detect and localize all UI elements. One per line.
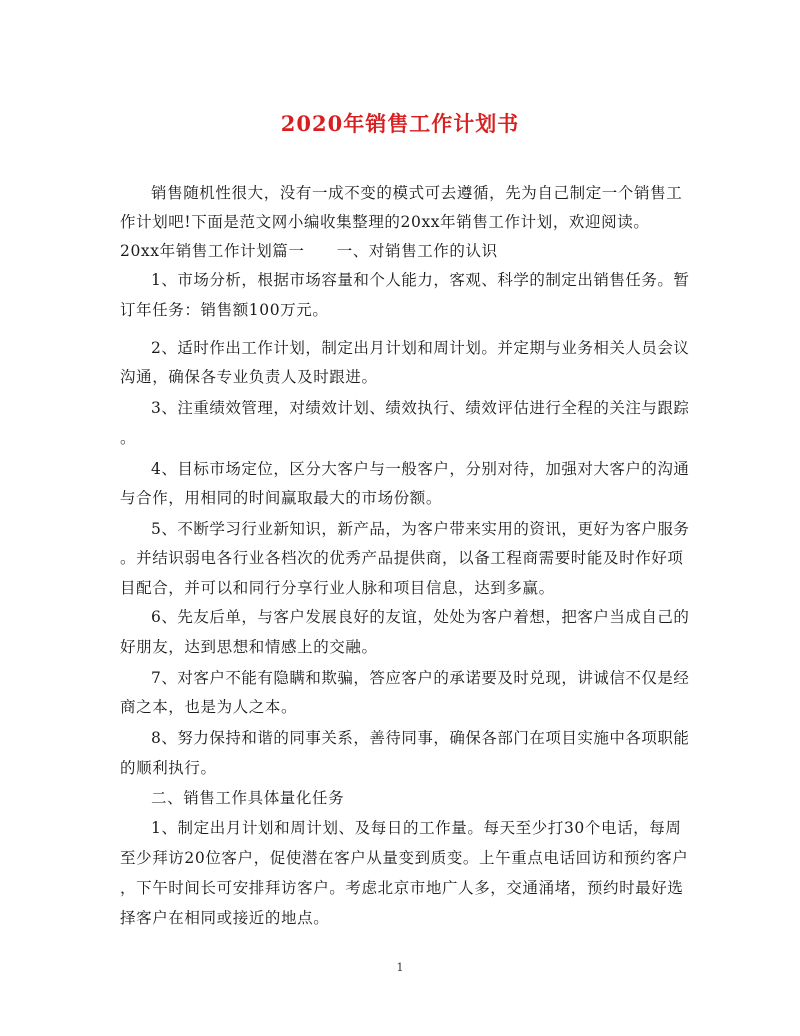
page-number: 1 xyxy=(396,961,404,974)
paragraph-line: 与合作，用相同的时间赢取最大的市场份额。 xyxy=(120,489,443,507)
paragraph-line: 1、市场分析，根据市场容量和个人能力，客观、科学的制定出销售任务。暂 xyxy=(151,271,690,289)
paragraph-line: 8、努力保持和谐的同事关系，善待同事，确保各部门在项目实施中各项职能 xyxy=(151,729,690,747)
paragraph-line: 至少拜访20位客户，促使潜在客户从量变到质变。上午重点电话回访和预约客户 xyxy=(120,849,689,867)
paragraph-line: 6、先友后单，与客户发展良好的友谊，处处为客户着想，把客户当成自己的 xyxy=(151,608,690,626)
paragraph-line: 好朋友，达到思想和情感上的交融。 xyxy=(120,638,378,656)
paragraph-line: 沟通，确保各专业负责人及时跟进。 xyxy=(120,368,378,386)
paragraph-line: 目配合，并可以和同行分享行业人脉和项目信息，达到多赢。 xyxy=(120,579,555,597)
paragraph-line: 订年任务：销售额100万元。 xyxy=(120,301,329,319)
paragraph-line: 。并结识弱电各行业各档次的优秀产品提供商，以备工程商需要时能及时作好项 xyxy=(120,549,684,567)
section-heading-line: 20xx年销售工作计划篇一 一、对销售工作的认识 xyxy=(120,242,498,260)
paragraph-line: 7、对客户不能有隐瞒和欺骗，答应客户的承诺要及时兑现，讲诚信不仅是经 xyxy=(151,669,690,687)
paragraph-line: 择客户在相同或接近的地点。 xyxy=(120,909,330,927)
paragraph-line: 5、不断学习行业新知识，新产品，为客户带来实用的资讯，更好为客户服务 xyxy=(151,520,690,538)
document-title: 2020年销售工作计划书 xyxy=(280,111,520,136)
paragraph-line: 2、适时作出工作计划，制定出月计划和周计划。并定期与业务相关人员会议 xyxy=(151,339,690,357)
paragraph-line: 。 xyxy=(120,429,137,447)
paragraph-line: 销售随机性很大，没有一成不变的模式可去遵循，先为自己制定一个销售工 xyxy=(151,184,683,202)
paragraph-line: 作计划吧!下面是范文网小编收集整理的20xx年销售工作计划，欢迎阅读。 xyxy=(120,213,650,231)
paragraph-line: 1、制定出月计划和周计划、及每日的工作量。每天至少打30个电话，每周 xyxy=(151,819,682,837)
paragraph-line: 商之本，也是为人之本。 xyxy=(120,698,298,716)
paragraph-line: 4、目标市场定位，区分大客户与一般客户，分别对待，加强对大客户的沟通 xyxy=(151,460,690,478)
section-heading-line: 二、销售工作具体量化任务 xyxy=(151,789,345,807)
paragraph-line: ，下午时间长可安排拜访客户。考虑北京市地广人多，交通涌堵，预约时最好选 xyxy=(120,879,684,897)
paragraph-line: 的顺利执行。 xyxy=(120,759,217,777)
paragraph-line: 3、注重绩效管理，对绩效计划、绩效执行、绩效评估进行全程的关注与跟踪 xyxy=(151,399,690,417)
